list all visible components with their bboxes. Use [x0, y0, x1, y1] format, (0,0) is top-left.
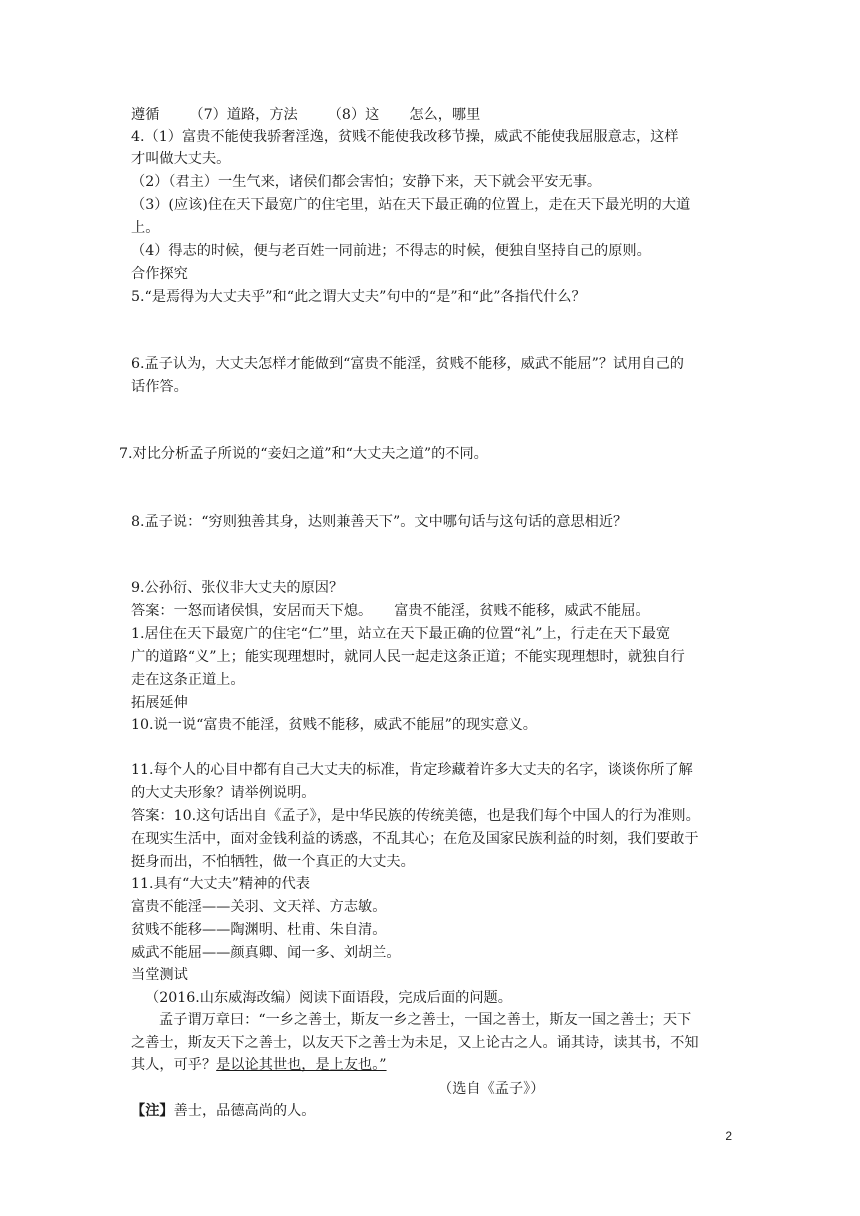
answer-line: 广的道路“义”上；能实现理想时，就同人民一起走这条正道；不能实现理想时，就独自行 — [131, 649, 685, 665]
answer-text: 遵循 — [131, 107, 160, 123]
answer-line: 富贵不能淫——关羽、文天祥、方志敏。 — [131, 899, 387, 915]
answer-text: （7）道路，方法 — [189, 107, 298, 123]
question-line: 6.孟子认为，大丈夫怎样才能做到“富贵不能淫，贫贱不能移，威武不能屈”？试用自己的 — [131, 356, 684, 372]
note-text: 善士，品德高尚的人。 — [173, 1103, 316, 1119]
section-heading: 拓展延伸 — [131, 695, 188, 711]
answer-text: （8）这 — [327, 107, 380, 123]
underlined-sentence: 是以论其世也，是上友也。” — [216, 1057, 387, 1073]
question-line: 话作答。 — [131, 379, 188, 395]
passage-source: （选自《孟子》） — [438, 1081, 545, 1097]
answer-line — [131, 601, 732, 622]
passage-text: 其人，可乎？ — [131, 1057, 217, 1073]
answer-line: 1.居住在天下最宽广的住宅“仁”里，站立在天下最正确的位置“礼”上，行走在天下最宽 — [131, 626, 671, 642]
answer-line: 上。 — [131, 220, 160, 236]
answer-line: 在现实生活中，面对金钱利益的诱惑，不乱其心；在危及国家民族利益的时刻，我们要敢于 — [131, 831, 699, 847]
note-label: 【注】 — [131, 1103, 174, 1119]
answer-line — [131, 105, 732, 126]
answer-line: 11.具有“大丈夫”精神的代表 — [131, 876, 310, 892]
answer-line: （2）（君主）一生气来，诸侯们都会害怕；安静下来，天下就会平安无事。 — [131, 174, 602, 190]
question-line: 11.每个人的心目中都有自己大丈夫的标准，肯定珍藏着许多大丈夫的名字，谈谈你所了解 — [131, 762, 693, 778]
note-line — [131, 1101, 732, 1122]
question-line: 10.说一说“富贵不能淫，贫贱不能移，威武不能屈”的现实意义。 — [131, 717, 537, 733]
question-line: 8.孟子说：“穷则独善其身，达则兼善天下”。文中哪句话与这句话的意思相近？ — [131, 514, 628, 530]
answer-text: 富贵不能淫，贫贱不能移，威武不能屈。 — [394, 603, 650, 619]
passage-line: 之善士，斯友天下之善士，以友天下之善士为未足，又上论古之人。诵其诗，读其书，不知 — [131, 1035, 699, 1051]
answer-line: 挺身而出，不怕牺牲，做一个真正的大丈夫。 — [131, 854, 415, 870]
answer-text: 怎么，哪里 — [409, 107, 481, 123]
page-number: 2 — [725, 1129, 732, 1143]
section-heading: 合作探究 — [131, 266, 188, 282]
answer-line: 走在这条正道上。 — [131, 672, 245, 688]
question-line: 9.公孙衍、张仪非大丈夫的原因？ — [131, 580, 344, 596]
answer-line: 威武不能屈——颜真卿、闻一多、刘胡兰。 — [131, 945, 401, 961]
question-line: 7.对比分析孟子所说的“妾妇之道”和“大丈夫之道”的不同。 — [119, 446, 488, 462]
answer-text: 答案：一怒而诸侯惧，安居而天下熄。 — [131, 603, 373, 619]
answer-line: 贫贱不能移——陶渊明、杜甫、朱自清。 — [131, 922, 387, 938]
answer-line: （3）(应该)住在天下最宽广的住宅里，站在天下最正确的位置上，走在天下最光明的大道 — [131, 197, 691, 213]
answer-line: 4.（1）富贵不能使我骄奢淫逸，贫贱不能使我改移节操，威武不能使我屈服意志，这样 — [131, 129, 679, 145]
answer-line: 才叫做大丈夫。 — [131, 151, 231, 167]
question-line: 5.“是焉得为大丈夫乎”和“此之谓大丈夫”句中的“是”和“此”各指代什么？ — [131, 289, 586, 305]
section-heading: 当堂测试 — [131, 967, 188, 983]
passage-line: 孟子谓万章曰：“一乡之善士，斯友一乡之善士，一国之善士，斯友一国之善士；天下 — [159, 1012, 692, 1028]
question-line: 的大丈夫形象？请举例说明。 — [131, 785, 316, 801]
answer-line: 答案：10.这句话出自《孟子》，是中华民族的传统美德，也是我们每个中国人的行为准则。 — [131, 808, 700, 824]
passage-line — [131, 1055, 732, 1076]
passage-intro: （2016.山东威海改编）阅读下面语段，完成后面的问题。 — [145, 990, 512, 1006]
answer-line: （4）得志的时候，便与老百姓一同前进；不得志的时候，便独自坚持自己的原则。 — [131, 243, 651, 259]
